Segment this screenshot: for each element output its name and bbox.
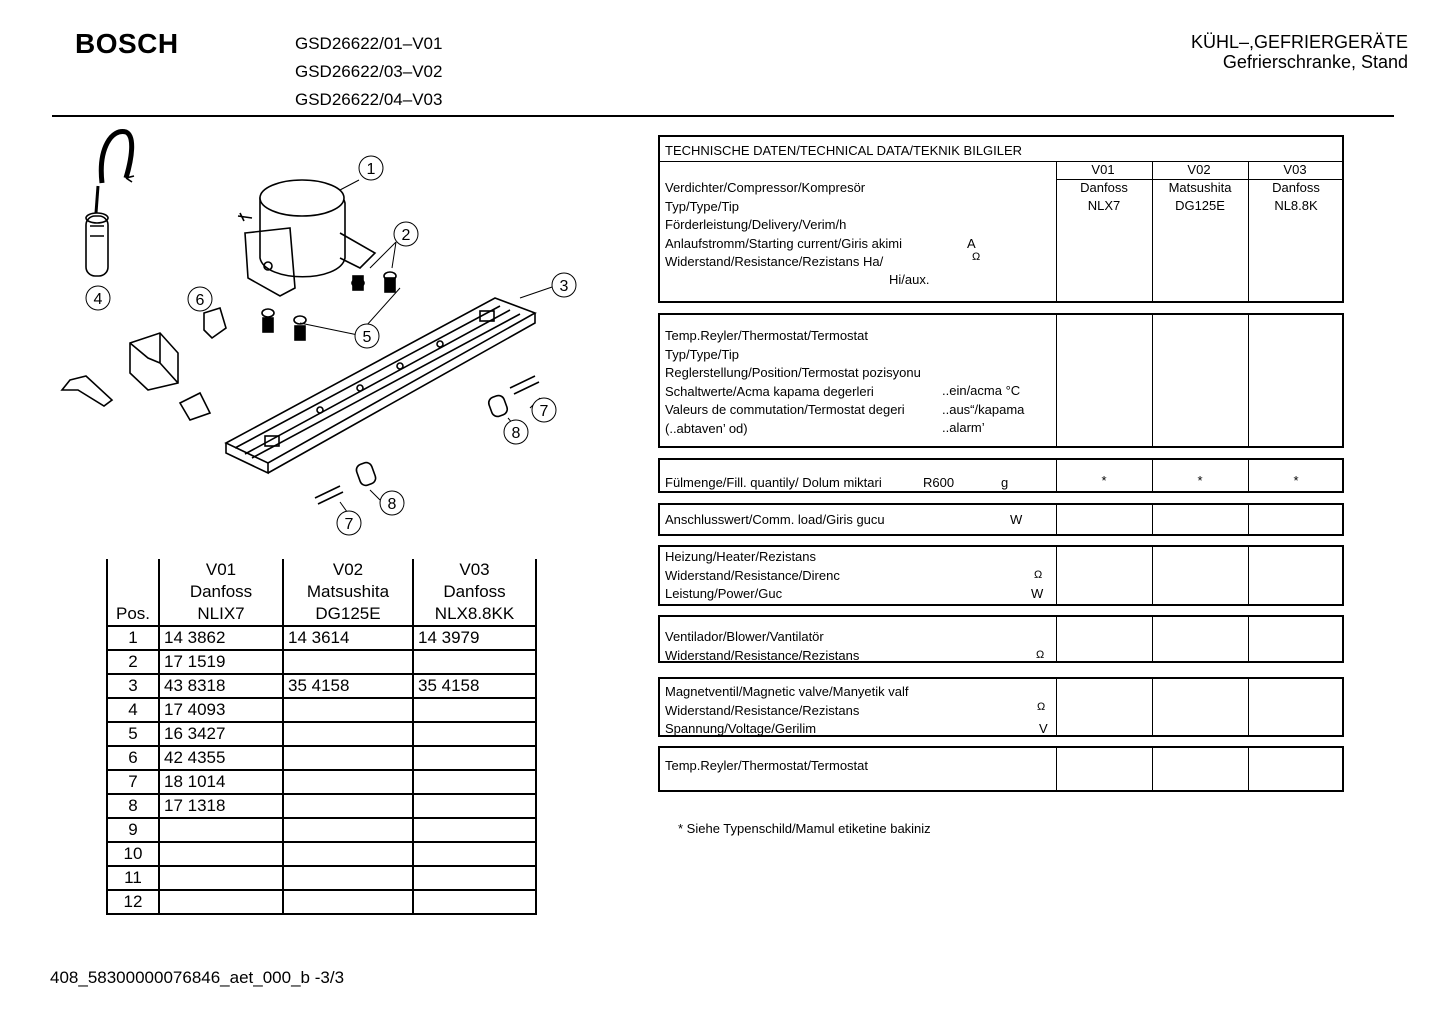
table-row [107, 842, 536, 866]
tech-title-row [660, 137, 1342, 162]
thermostat-labels [665, 327, 921, 438]
category-title: KÜHL–,GEFRIERGERÄTE [1190, 32, 1408, 52]
fill-value: * [1101, 473, 1107, 488]
part-number-cell [413, 746, 536, 770]
label-line: Schaltwerte/Acma kapama degerleri [665, 383, 874, 399]
callout-8 [504, 420, 528, 444]
header-divider [52, 115, 1394, 117]
parts-table [106, 559, 537, 915]
table-row [107, 866, 536, 890]
category-subtitle: Gefrierschranke, Stand [1222, 52, 1408, 72]
model-header: NLX8.8KK [413, 603, 536, 626]
part-number-cell [413, 770, 536, 794]
pos-cell: 1 [107, 626, 159, 650]
model-list [295, 30, 442, 114]
label-line: (..abtaven’ od) [665, 420, 748, 436]
thermostat2-label: Temp.Reyler/Thermostat/Termostat [665, 758, 869, 773]
model-number: GSD26622/01–V01 [295, 34, 443, 53]
callout-7 [532, 398, 556, 422]
label-line: Widerstand/Resistance/Rezistans Ha/ [665, 254, 884, 269]
label-line: Förderleistung/Delivery/Verim/h [665, 217, 847, 232]
version-label: V02 [1187, 162, 1211, 177]
part-number-cell [413, 698, 536, 722]
brand-logo: BOSCH [75, 28, 179, 59]
page-number: -3/3 [314, 968, 345, 987]
maker-header: Danfoss [159, 581, 283, 603]
unit-ohm: Ω [1037, 701, 1046, 713]
pos-header-blank [107, 559, 159, 603]
svg-text:8: 8 [511, 425, 521, 442]
svg-text:2: 2 [401, 227, 411, 244]
part-number-cell: 17 1519 [159, 650, 283, 674]
part-number-cell: 14 3862 [159, 626, 283, 650]
label-line: ..alarm’ [942, 420, 985, 435]
thermostat-switch-labels [942, 382, 1024, 438]
load-label: Anschlusswert/Comm. load/Giris gucu [665, 512, 885, 527]
part-number-cell [283, 866, 413, 890]
callout-5 [355, 324, 379, 348]
tech-thermostat2-panel [658, 746, 1344, 792]
fill-value: * [1197, 473, 1203, 488]
part-number-cell: 43 8318 [159, 674, 283, 698]
part-number-cell: 16 3427 [159, 722, 283, 746]
table-row [107, 650, 536, 674]
tech-heater-panel [658, 545, 1344, 606]
part-number-cell [283, 698, 413, 722]
part-number-cell [283, 770, 413, 794]
part-number-cell [283, 842, 413, 866]
part-number-cell: 14 3979 [413, 626, 536, 650]
label-line: Heizung/Heater/Rezistans [665, 549, 817, 564]
tech-load-panel [658, 503, 1344, 536]
version-label: V01 [1091, 162, 1115, 177]
version-row [1056, 161, 1342, 180]
part-number-cell: 17 1318 [159, 794, 283, 818]
version-header: V01 [159, 559, 283, 581]
table-row [107, 698, 536, 722]
label-line: ..aus“/kapama [942, 401, 1025, 417]
tech-thermostat-panel [658, 313, 1344, 448]
table-row [107, 890, 536, 914]
maker-header: Danfoss [413, 581, 536, 603]
exploded-parts-diagram [40, 118, 600, 548]
label-line: Widerstand/Resistance/Rezistans [665, 647, 860, 663]
part-number-cell: 14 3614 [283, 626, 413, 650]
part-number-cell [159, 866, 283, 890]
part-number-cell: 35 4158 [283, 674, 413, 698]
label-line: Hi/aux. [889, 272, 930, 287]
part-number-cell [283, 794, 413, 818]
part-number-cell [413, 794, 536, 818]
table-row [107, 818, 536, 842]
part-number-cell [413, 650, 536, 674]
category-block [1191, 32, 1408, 72]
label-line: Widerstand/Resistance/Rezistans [665, 702, 860, 718]
part-number-cell [413, 866, 536, 890]
callout-7 [337, 511, 361, 535]
unit-watt: W [1031, 586, 1044, 601]
compressor-type: NLX7 [1087, 198, 1121, 213]
label-line: Spannung/Voltage/Gerilim [665, 721, 817, 736]
pos-header: Pos. [107, 603, 159, 626]
compressor-type: NL8.8K [1274, 198, 1318, 213]
pos-cell: 12 [107, 890, 159, 914]
pos-cell: 2 [107, 650, 159, 674]
unit-ohm: Ω [1034, 569, 1043, 581]
part-number-cell: 42 4355 [159, 746, 283, 770]
svg-text:1: 1 [366, 161, 376, 178]
label-line: Verdichter/Compressor/Kompresör [665, 180, 866, 195]
table-row [107, 674, 536, 698]
part-number-cell [413, 722, 536, 746]
label-line: Leistung/Power/Guc [665, 586, 783, 601]
pos-cell: 4 [107, 698, 159, 722]
fill-label: Fülmenge/Fill. quantily/ Dolum miktari [665, 475, 882, 490]
part-number-cell: 18 1014 [159, 770, 283, 794]
fill-value: * [1293, 473, 1299, 488]
label-line: Typ/Type/Tip [665, 346, 739, 362]
label-line: Anlaufstromm/Starting current/Giris akimi [665, 235, 902, 251]
part-number-cell [283, 650, 413, 674]
label-line: Typ/Type/Tip [665, 198, 739, 214]
part-number-cell [413, 842, 536, 866]
compressor-type: DG125E [1175, 198, 1225, 213]
svg-text:8: 8 [387, 496, 397, 513]
tech-valve-panel [658, 677, 1344, 737]
version-label: V03 [1283, 162, 1307, 177]
footnote: * Siehe Typenschild/Mamul etiketine bakiniz [678, 821, 931, 836]
label-line: Reglerstellung/Position/Termostat pozisyonu [665, 365, 921, 380]
unit-ohm: Ω [972, 251, 981, 263]
callout-8 [380, 491, 404, 515]
model-number: GSD26622/04–V03 [295, 90, 443, 109]
unit-current: A [967, 236, 976, 251]
pos-cell: 3 [107, 674, 159, 698]
load-unit: W [1010, 512, 1023, 527]
svg-text:7: 7 [344, 516, 354, 533]
table-row [107, 746, 536, 770]
pos-cell: 5 [107, 722, 159, 746]
svg-text:5: 5 [362, 329, 372, 346]
pos-cell: 6 [107, 746, 159, 770]
unit-volt: V [1039, 721, 1048, 736]
part-number-cell [413, 818, 536, 842]
part-number-cell [283, 890, 413, 914]
svg-text:7: 7 [539, 403, 549, 420]
part-number-cell [159, 818, 283, 842]
table-row [107, 722, 536, 746]
version-header: V03 [413, 559, 536, 581]
pos-cell: 9 [107, 818, 159, 842]
blower-labels [665, 628, 859, 665]
tech-fill-panel [658, 458, 1344, 493]
heater-labels [665, 548, 840, 604]
part-number-cell [159, 890, 283, 914]
pos-cell: 8 [107, 794, 159, 818]
svg-text:3: 3 [559, 278, 569, 295]
part-number-cell [159, 842, 283, 866]
part-number-cell [413, 890, 536, 914]
part-number-cell [283, 818, 413, 842]
pos-cell: 10 [107, 842, 159, 866]
part-number-cell: 35 4158 [413, 674, 536, 698]
model-header: NLIX7 [159, 603, 283, 626]
compressor-labels [665, 179, 902, 272]
label-line: Widerstand/Resistance/Direnc [665, 567, 840, 583]
doc-id: 408_58300000076846_aet_000_b [50, 968, 310, 987]
pos-cell: 7 [107, 770, 159, 794]
tech-title: TECHNISCHE DATEN/TECHNICAL DATA/TEKNIK BILGILER [665, 143, 1023, 158]
table-row [107, 626, 536, 650]
unit-ohm: Ω [1036, 649, 1045, 661]
fill-unit: g [1001, 475, 1009, 490]
version-header: V02 [283, 559, 413, 581]
fill-gas: R600 [923, 475, 955, 490]
compressor-maker: Danfoss [1272, 180, 1320, 195]
label-line: Ventilador/Blower/Vantilatör [665, 629, 824, 644]
part-number-cell: 17 4093 [159, 698, 283, 722]
svg-text:4: 4 [93, 291, 103, 308]
table-row [107, 794, 536, 818]
tech-blower-panel [658, 615, 1344, 663]
callout-6 [188, 287, 212, 311]
label-line: ..ein/acma °C [942, 383, 1021, 398]
valve-labels [665, 683, 909, 739]
model-number: GSD26622/03–V02 [295, 62, 443, 81]
callout-2 [394, 222, 418, 246]
part-number-cell [283, 722, 413, 746]
callout-1 [359, 156, 383, 180]
label-line: Magnetventil/Magnetic valve/Manyetik valf [665, 684, 909, 699]
compressor-maker: Danfoss [1080, 180, 1128, 195]
callout-4 [86, 286, 110, 310]
svg-text:6: 6 [195, 292, 205, 309]
part-number-cell [283, 746, 413, 770]
compressor-maker: Matsushita [1168, 180, 1232, 195]
label-line: Temp.Reyler/Thermostat/Termostat [665, 328, 869, 343]
callout-3 [552, 273, 576, 297]
label-line: Valeurs de commutation/Termostat degeri [665, 402, 905, 417]
model-header: DG125E [283, 603, 413, 626]
pos-cell: 11 [107, 866, 159, 890]
table-row [107, 770, 536, 794]
maker-header: Matsushita [283, 581, 413, 603]
tech-compressor-panel [658, 135, 1344, 303]
footer [50, 968, 344, 988]
